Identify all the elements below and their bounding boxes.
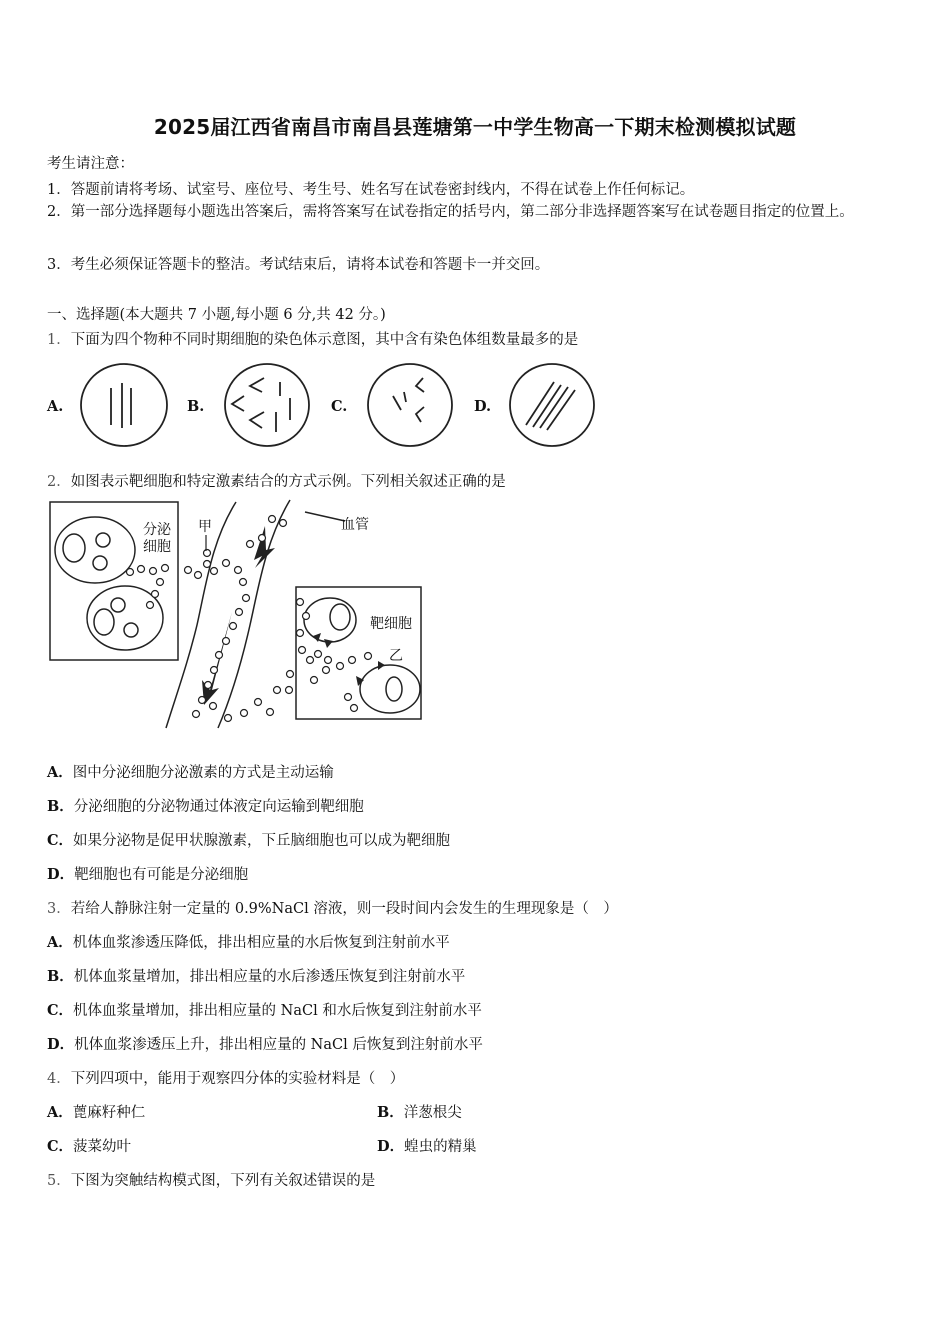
option-b-label: B.: [187, 398, 205, 415]
q3-option-b: [47, 965, 465, 986]
option-text: 机体血浆渗透压上升，排出相应量的 NaCl 后恢复到注射前水平: [74, 1037, 483, 1053]
option-key: B．: [377, 1104, 404, 1121]
option-text: 机体血浆渗透压降低，排出相应量的水后恢复到注射前水平: [72, 935, 450, 951]
secretory-cell-label: 分泌细胞: [143, 522, 171, 555]
option-key: A．: [47, 934, 73, 951]
notice-item-2: 2．第一部分选择题每小题选出答案后，需将答案写在试卷指定的括号内，第二部分非选择题答案写在试卷题目指定的位置上。: [47, 204, 854, 220]
option-text: 菠菜幼叶: [73, 1139, 132, 1155]
question-number: 4．: [47, 1071, 71, 1087]
question-stem: 如图表示靶细胞和特定激素结合的方式示例。下列相关叙述正确的是: [70, 474, 506, 490]
option-key: D．: [47, 866, 75, 883]
q3-option-c: [47, 999, 482, 1020]
option-key: A．: [47, 764, 73, 781]
target-cell-2: [360, 665, 420, 713]
option-text: 分泌细胞的分泌物通过体液定向运输到靶细胞: [73, 799, 364, 815]
option-text: 洋葱根尖: [403, 1105, 462, 1121]
option-text: 蓖麻籽种仁: [72, 1105, 146, 1121]
section-heading: 一、选择题(本大题共 7 小题,每小题 6 分,共 42 分。): [47, 307, 386, 323]
option-key: D．: [377, 1138, 405, 1155]
question-4: [47, 1067, 404, 1088]
question-stem: 下列四项中，能用于观察四分体的实验材料是（ ）: [70, 1071, 405, 1087]
question-number: 5．: [47, 1173, 71, 1189]
option-c-label: C.: [331, 398, 348, 415]
option-text: 如果分泌物是促甲状腺激素，下丘脑细胞也可以成为靶细胞: [73, 833, 451, 849]
q2-option-b: [47, 795, 364, 816]
option-text: 机体血浆量增加，排出相应量的 NaCl 和水后恢复到注射前水平: [73, 1003, 482, 1019]
option-a-label: A.: [47, 398, 64, 415]
notice-item-3: 3．考生必须保证答题卡的整洁。考试结束后，请将本试卷和答题卡一并交回。: [47, 257, 550, 273]
option-text: 蝗虫的精巢: [404, 1139, 477, 1155]
question-stem: 下图为突触结构模式图，下列有关叙述错误的是: [70, 1173, 376, 1189]
option-key: D．: [47, 1036, 75, 1053]
notice-heading: 考生请注意：: [47, 156, 134, 172]
q2-option-a: [47, 761, 334, 782]
option-key: B．: [47, 968, 74, 985]
q3-option-a: [47, 931, 450, 952]
q2-option-d: [47, 863, 248, 884]
jia-label: 甲: [198, 519, 212, 535]
q3-option-d: [47, 1033, 483, 1054]
q4-option-a: [47, 1101, 145, 1122]
vessel-label: 血管: [341, 517, 369, 533]
option-d-label: D.: [474, 398, 492, 415]
question-number: 2．: [47, 474, 71, 490]
question-number: 1．: [47, 332, 71, 348]
option-key: C．: [47, 832, 74, 849]
target-cell-label: 靶细胞: [370, 616, 412, 632]
question-stem: 下面为四个物种不同时期细胞的染色体示意图，其中含有染色体组数量最多的是: [70, 332, 579, 348]
question-number: 3．: [47, 901, 71, 917]
question-stem: 若给人静脉注射一定量的 0.9%NaCl 溶液，则一段时间内会发生的生理现象是（ ）: [70, 901, 618, 917]
option-key: A．: [47, 1104, 73, 1121]
q4-option-d: [377, 1135, 477, 1156]
option-key: B．: [47, 798, 74, 815]
option-text: 靶细胞也有可能是分泌细胞: [74, 867, 249, 883]
option-text: 机体血浆量增加，排出相应量的水后渗透压恢复到注射前水平: [73, 969, 466, 985]
secretory-cell-1: [55, 517, 135, 583]
page-title: 2025届江西省南昌市南昌县莲塘第一中学生物高一下期末检测模拟试题: [153, 115, 797, 139]
question-3: [47, 897, 618, 918]
option-key: C．: [47, 1138, 74, 1155]
option-key: C．: [47, 1002, 74, 1019]
yi-label: 乙: [389, 648, 403, 664]
question-5: [47, 1169, 375, 1190]
q2-option-c: [47, 829, 450, 850]
option-text: 图中分泌细胞分泌激素的方式是主动运输: [72, 765, 334, 781]
q4-option-b: [377, 1101, 462, 1122]
notice-item-1: 1．答题前请将考场、试室号、座位号、考生号、姓名写在试卷密封线内，不得在试卷上作任何标记。: [47, 182, 695, 198]
q4-option-c: [47, 1135, 131, 1156]
